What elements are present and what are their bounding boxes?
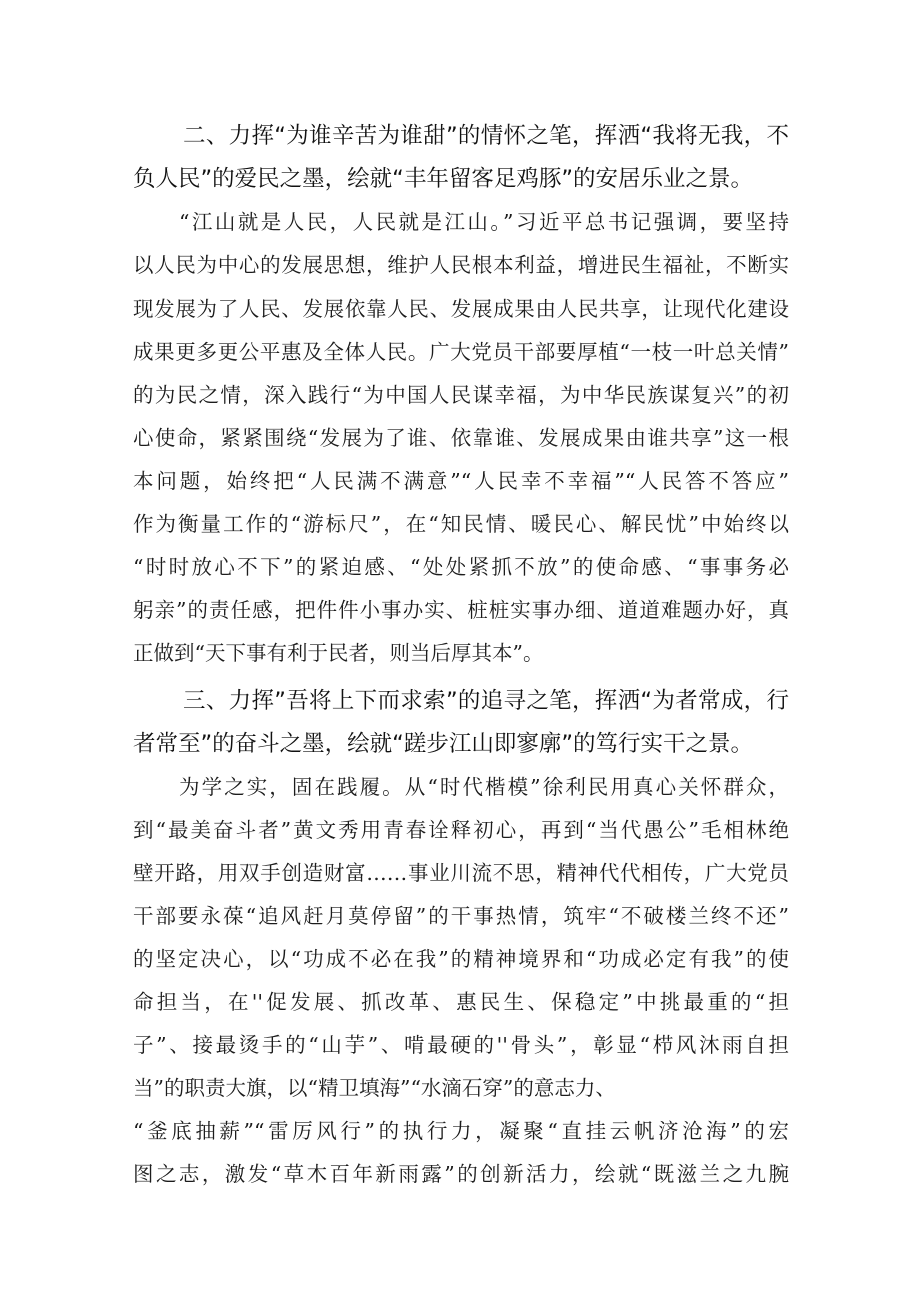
section-2-body-line-10: 躬亲”的责任感，把件件小事办实、桩桩实事办细、道道难题办好，真: [133, 598, 789, 622]
section-3-body-line-2: 到“最美奋斗者”黄文秀用青春诠释初心，再到“当代愚公”毛相林绝: [133, 818, 789, 842]
section-2-body-line-3: 现发展为了人民、发展依靠人民、发展成果由人民共享，让现代化建设: [133, 297, 789, 321]
section-3-body-line-9: “釜底抽薪”“雷厉风行”的执行力，凝聚“直挂云帆济沧海”的宏: [133, 1119, 789, 1143]
section-3-body-line-5: 的坚定决心，以“功成不必在我”的精神境界和“功成必定有我”的使: [133, 947, 789, 971]
section-3-body-line-4: 干部要永葆“追风赶月莫停留”的干事热情，筑牢“不破楼兰终不还”: [133, 904, 789, 928]
section-2-body-line-9: “时时放心不下”的紧迫感、“处处紧抓不放”的使命感、“事事务必: [133, 555, 789, 579]
section-2-body-line-4: 成果更多更公平惠及全体人民。广大党员干部要厚植“一枝一叶总关情”: [133, 340, 789, 364]
section-3-body-line-1: 为学之实，固在践履。从“时代楷模”徐利民用真心关怀群众，: [179, 775, 789, 799]
section-2-body-line-7: 本问题，始终把“人民满不满意”“人民幸不幸福”“人民答不答应”: [133, 469, 789, 493]
section-2-body-line-8: 作为衡量工作的“游标尺”，在“知民情、暖民心、解民忧”中始终以: [133, 512, 789, 536]
section-2-body-line-5: 的为民之情，深入践行“为中国人民谋幸福，为中华民族谋复兴”的初: [133, 383, 789, 407]
section-3-body-line-6: 命担当，在''促发展、抓改革、惠民生、保稳定”中挑最重的“担: [133, 990, 789, 1014]
section-2-body-line-2: 以人民为中心的发展思想，维护人民根本利益，增进民生福祉，不断实: [133, 253, 789, 277]
section-2-heading-line-2: 负人民”的爱民之墨，绘就“丰年留客足鸡豚”的安居乐业之景。: [133, 166, 753, 192]
section-3-body-line-10: 图之志，激发“草木百年新雨露”的创新活力，绘就“既滋兰之九腕: [133, 1162, 789, 1186]
section-2-body-line-1: “江山就是人民，人民就是江山。”习近平总书记强调，要坚持: [179, 210, 789, 234]
section-2-body-line-6: 心使命，紧紧围绕“发展为了谁、依靠谁、发展成果由谁共享”这一根: [133, 426, 789, 450]
section-3-body-line-8: 当”的职责大旗，以“精卫填海”“水滴石穿”的意志力、: [133, 1076, 616, 1100]
section-2-body-line-11: 正做到“天下事有利于民者，则当后厚其本”。: [133, 641, 544, 665]
section-3-body-line-7: 子”、接最烫手的“山芋”、啃最硬的''骨头”，彰显“栉风沐雨自担: [133, 1033, 789, 1057]
section-3-body-line-3: 壁开路，用双手创造财富……事业川流不思，精神代代相传，广大党员: [133, 861, 789, 885]
section-3-heading-line-1: 三、力挥”吾将上下而求索”的追寻之笔，挥洒“为者常成，行: [183, 688, 789, 714]
section-2-heading-line-1: 二、力挥“为谁辛苦为谁甜”的情怀之笔，挥洒“我将无我，不: [183, 123, 789, 149]
section-3-heading-line-2: 者常至”的奋斗之墨，绘就“蹉步江山即寥廓”的笃行实干之景。: [133, 731, 753, 757]
